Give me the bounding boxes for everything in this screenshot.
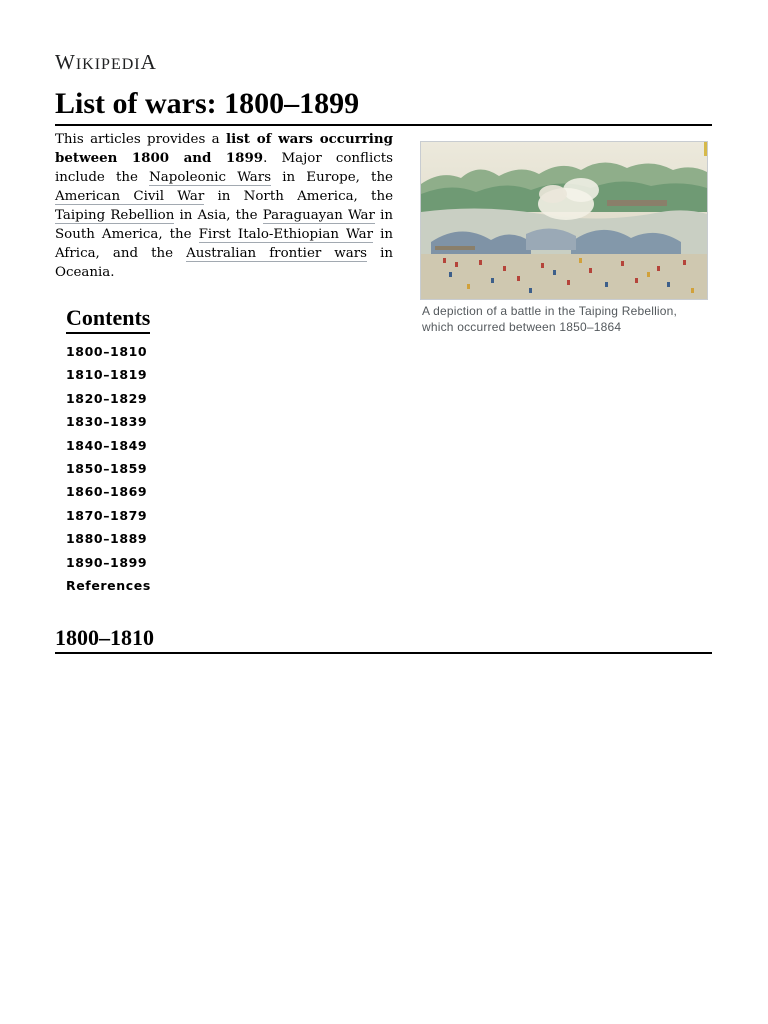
toc-list [66,340,266,597]
link-paraguayan-war[interactable]: Paraguayan War [262,208,375,223]
link-taiping-rebellion[interactable]: Taiping Rebellion [55,208,175,223]
toc-item-1860-1869[interactable]: 1860–1869 [66,484,148,500]
wordmark-middle: IKIPEDI [75,56,141,73]
intro-text-1: This articles provides a [55,132,227,147]
toc-item-references[interactable]: References [66,578,151,594]
intro-text-7: in Africa, and the [55,227,393,261]
toc-item-1830-1839[interactable]: 1830–1839 [66,414,148,430]
link-american-civil-war[interactable]: American Civil War [55,189,205,204]
wordmark-last-letter: A [140,50,157,74]
intro-text-6: in South America, the [55,208,393,242]
toc-item-1820-1829[interactable]: 1820–1829 [66,390,148,406]
toc-title: Contents [66,304,150,334]
figure-caption: A depiction of a battle in the Taiping Rebellion, which occurred between 1850–1864 [422,304,678,334]
table-of-contents [66,304,266,597]
figure-taiping-battle [420,141,708,335]
intro-paragraph [55,130,393,282]
toc-item-1870-1879[interactable]: 1870–1879 [66,507,148,523]
toc-item-1810-1819[interactable]: 1810–1819 [66,367,148,383]
intro-text-2: . Major conflicts include the [55,151,393,185]
wikipedia-wordmark[interactable] [55,50,157,75]
toc-item-1800-1810[interactable]: 1800–1810 [66,344,148,359]
section-divider [55,652,712,654]
link-napoleonic-wars[interactable]: Napoleonic Wars [149,170,272,185]
toc-item-1890-1899[interactable]: 1890–1899 [66,554,148,570]
toc-item-1850-1859[interactable]: 1850–1859 [66,461,148,477]
intro-text-3: in Europe, the [271,170,393,185]
link-australian-frontier-wars[interactable]: Australian frontier wars [186,246,368,261]
toc-item-1880-1889[interactable]: 1880–1889 [66,531,148,547]
intro-text-4: in North America, the [204,189,393,204]
title-divider [55,124,712,126]
battle-painting-illustration [421,142,707,299]
link-first-italo-ethiopian-war[interactable]: First Italo-Ethiopian War [198,227,374,242]
page-title: List of wars: 1800–1899 [55,87,360,120]
section-heading-1800-1810: 1800–1810 [55,625,154,650]
intro-text-8: in Oceania. [55,246,393,280]
wordmark-first-letter: W [55,50,76,74]
intro-bold-phrase: list of wars occurring between 1800 and 1899 [55,131,393,166]
toc-item-1840-1849[interactable]: 1840–1849 [66,437,148,453]
intro-text-5: in Asia, the [174,208,263,223]
painting-image[interactable] [420,141,708,300]
